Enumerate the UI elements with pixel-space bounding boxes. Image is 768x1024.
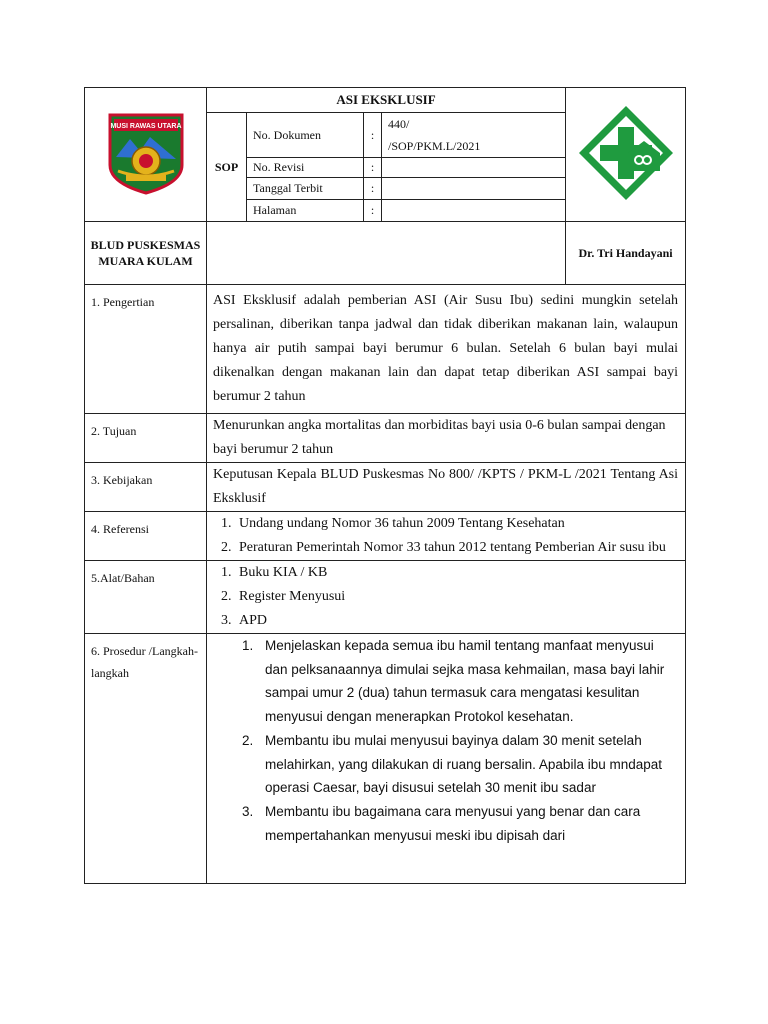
sop-table <box>84 87 686 884</box>
document-title: ASI EKSKLUSIF <box>207 88 566 113</box>
meta-colon: : <box>364 178 382 200</box>
section-text-kebijakan: Keputusan Kepala BLUD Puskesmas No 800/ /KPTS / PKM-L /2021 Tentang Asi Eksklusif <box>207 463 686 512</box>
regency-logo-cell <box>85 88 207 222</box>
puskesmas-logo-cell <box>566 88 686 222</box>
meta-colon: : <box>364 200 382 222</box>
list-item: 2. Peraturan Pemerintah Nomor 33 tahun 2012 tentang Pemberian Air susu ibu <box>235 536 678 560</box>
list-item: 2. Register Menyusui <box>235 585 678 609</box>
meta-label-tanggal-terbit: Tanggal Terbit <box>247 178 364 200</box>
section-label-alat-bahan: 5.Alat/Bahan <box>85 561 207 634</box>
list-item: 1. Menjelaskan kepada semua ibu hamil tentang manfaat menyusui dan pelksanaannya dimulai sejka masa kehmailan, masa bayi lahir sampai umur 2 (dua) tahun termasuk cara mengatasi kesulitan menyusui dengan menerapkan Protokol kesehatan. <box>257 634 678 729</box>
list-item: 3. Membantu ibu bagaimana cara menyusui yang benar dan cara mempertahankan menyusui meski ibu dipisah dari <box>257 800 678 847</box>
meta-label-halaman: Halaman <box>247 200 364 222</box>
list-item: 3. APD <box>235 609 678 633</box>
blank-cell <box>207 222 566 285</box>
emblem-banner-text: MUSI RAWAS UTARA <box>109 122 182 130</box>
section-text-pengertian: ASI Eksklusif adalah pemberian ASI (Air Susu Ibu) sedini mungkin setelah persalinan, diberikan tanpa jadwal dan tidak diberikan makanan lain, walaupun hanya air putih sampai bayi berumur 6 bulan. Setelah 6 bulan bayi mulai dikenalkan dengan makanan lain dan dapat tetap diberikan ASI sampai bayi berumur 2 tahun <box>207 285 686 414</box>
section-label-pengertian: 1. Pengertian <box>85 285 207 414</box>
musi-rawas-utara-emblem-icon <box>104 111 188 195</box>
section-list-referensi <box>207 512 686 561</box>
sop-document <box>84 87 685 884</box>
sop-label: SOP <box>207 113 247 222</box>
org-name: BLUD PUSKESMAS MUARA KULAM <box>85 222 207 285</box>
list-item: 2. Membantu ibu mulai menyusui bayinya dalam 30 menit setelah melahirkan, yang dilakukan di ruang bersalin. Apabila ibu mndapat operasi Caesar, bayi disusui setelah 30 menit ibu sadar <box>257 729 678 800</box>
meta-value-no-dokumen: 440/ /SOP/PKM.L/2021 <box>382 113 566 158</box>
section-label-tujuan: 2. Tujuan <box>85 414 207 463</box>
list-item: 1. Buku KIA / KB <box>235 561 678 585</box>
meta-colon: : <box>364 158 382 178</box>
section-label-prosedur: 6. Prosedur /Langkah-langkah <box>85 634 207 884</box>
meta-label-no-dokumen: No. Dokumen <box>247 113 364 158</box>
puskesmas-logo-icon <box>576 103 676 203</box>
section-text-tujuan: Menurunkan angka mortalitas dan morbiditas bayi usia 0-6 bulan sampai dengan bayi berumur 2 tahun <box>207 414 686 463</box>
list-item: 1. Undang undang Nomor 36 tahun 2009 Tentang Kesehatan <box>235 512 678 536</box>
meta-label-no-revisi: No. Revisi <box>247 158 364 178</box>
section-label-kebijakan: 3. Kebijakan <box>85 463 207 512</box>
section-list-prosedur <box>207 634 686 884</box>
section-label-referensi: 4. Referensi <box>85 512 207 561</box>
section-list-alat-bahan <box>207 561 686 634</box>
meta-value-tanggal-terbit <box>382 178 566 200</box>
meta-value-no-revisi <box>382 158 566 178</box>
signatory-name: Dr. Tri Handayani <box>566 222 686 285</box>
meta-colon: : <box>364 113 382 158</box>
meta-value-halaman <box>382 200 566 222</box>
